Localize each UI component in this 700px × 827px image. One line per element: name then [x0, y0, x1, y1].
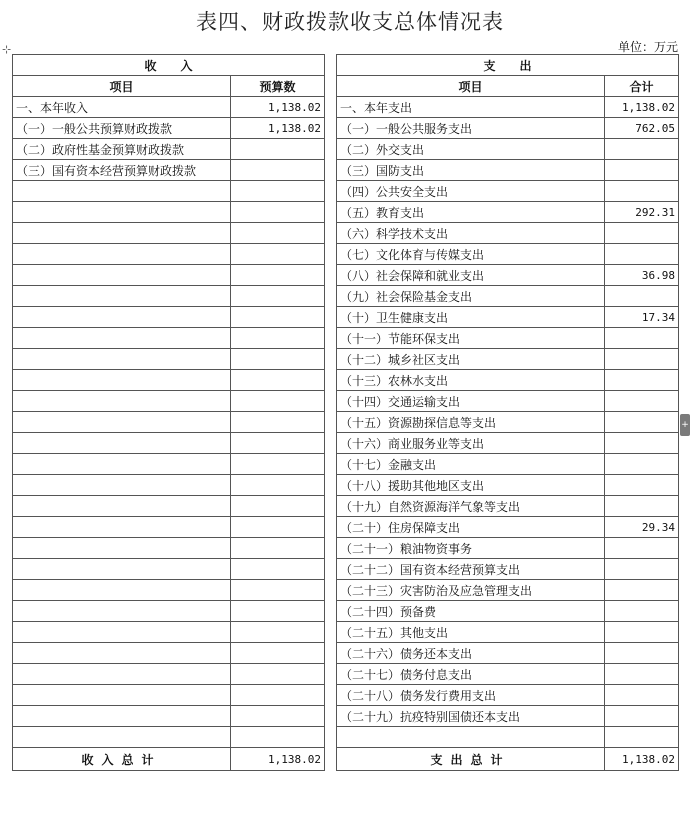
income-value-cell — [231, 538, 325, 559]
income-item-cell — [13, 328, 231, 349]
expense-value-cell — [605, 412, 679, 433]
column-gap — [325, 559, 337, 580]
expense-value-cell — [605, 727, 679, 748]
table-row — [13, 349, 679, 370]
totals-row — [13, 748, 679, 771]
income-value-cell — [231, 328, 325, 349]
column-gap — [325, 664, 337, 685]
column-gap — [325, 748, 337, 771]
income-item-header: 项目 — [13, 76, 231, 97]
table-row — [13, 433, 679, 454]
expense-item-cell: （二十二）国有资本经营预算支出 — [337, 559, 605, 580]
table-row — [13, 412, 679, 433]
table-row — [13, 97, 679, 118]
column-gap — [325, 328, 337, 349]
expense-value-cell — [605, 370, 679, 391]
expense-value-cell — [605, 223, 679, 244]
income-item-cell — [13, 265, 231, 286]
income-value-cell — [231, 580, 325, 601]
expense-value-cell — [605, 643, 679, 664]
table-row — [13, 664, 679, 685]
page-title: 表四、财政拨款收支总体情况表 — [196, 10, 504, 34]
income-item-cell — [13, 433, 231, 454]
income-value-cell — [231, 706, 325, 727]
column-gap — [325, 55, 337, 76]
income-value-cell — [231, 223, 325, 244]
column-gap — [325, 685, 337, 706]
table-row — [13, 265, 679, 286]
table-row — [13, 307, 679, 328]
expense-item-header: 项目 — [337, 76, 605, 97]
table-row — [13, 496, 679, 517]
expense-value-cell — [605, 181, 679, 202]
income-value-cell — [231, 307, 325, 328]
expense-item-cell: （七）文化体育与传媒支出 — [337, 244, 605, 265]
income-value-cell — [231, 181, 325, 202]
column-gap — [325, 517, 337, 538]
table-row — [13, 601, 679, 622]
expense-value-cell — [605, 622, 679, 643]
income-item-cell — [13, 559, 231, 580]
income-value-cell — [231, 265, 325, 286]
expense-item-cell: （二十六）债务还本支出 — [337, 643, 605, 664]
income-value-cell — [231, 349, 325, 370]
table-row — [13, 685, 679, 706]
income-value-cell — [231, 160, 325, 181]
table-row — [13, 139, 679, 160]
expense-value-cell — [605, 244, 679, 265]
expense-item-cell: （十六）商业服务业等支出 — [337, 433, 605, 454]
expense-value-cell — [605, 496, 679, 517]
table-row — [13, 475, 679, 496]
income-total-value: 1,138.02 — [231, 748, 325, 771]
expense-item-cell: 一、本年支出 — [337, 97, 605, 118]
income-item-cell — [13, 685, 231, 706]
column-gap — [325, 160, 337, 181]
side-expand-tab-icon[interactable]: + — [680, 414, 690, 436]
budget-table — [12, 54, 679, 771]
income-value-cell — [231, 601, 325, 622]
column-gap — [325, 475, 337, 496]
expense-item-cell: （十四）交通运输支出 — [337, 391, 605, 412]
expense-item-cell: （十三）农林水支出 — [337, 370, 605, 391]
income-value-cell — [231, 139, 325, 160]
column-gap — [325, 433, 337, 454]
income-item-cell — [13, 538, 231, 559]
income-value-cell: 1,138.02 — [231, 118, 325, 139]
expense-value-cell — [605, 580, 679, 601]
expense-item-cell: （二十五）其他支出 — [337, 622, 605, 643]
income-value-cell — [231, 664, 325, 685]
column-gap — [325, 265, 337, 286]
section-header-row — [13, 55, 679, 76]
income-value-cell — [231, 685, 325, 706]
income-value-cell — [231, 496, 325, 517]
income-value-cell — [231, 559, 325, 580]
column-gap — [325, 538, 337, 559]
income-item-cell: （一）一般公共预算财政拨款 — [13, 118, 231, 139]
income-value-cell — [231, 727, 325, 748]
income-item-cell — [13, 475, 231, 496]
income-item-cell — [13, 349, 231, 370]
table-row — [13, 118, 679, 139]
table-row — [13, 244, 679, 265]
table-body — [13, 55, 679, 771]
table-row — [13, 286, 679, 307]
income-value-cell — [231, 370, 325, 391]
column-gap — [325, 244, 337, 265]
income-item-cell: （二）政府性基金预算财政拨款 — [13, 139, 231, 160]
income-item-cell — [13, 412, 231, 433]
column-gap — [325, 286, 337, 307]
income-value-cell — [231, 412, 325, 433]
expense-value-cell — [605, 286, 679, 307]
expense-value-cell: 1,138.02 — [605, 97, 679, 118]
expense-item-cell: （九）社会保险基金支出 — [337, 286, 605, 307]
expense-value-cell — [605, 160, 679, 181]
income-item-cell — [13, 370, 231, 391]
column-gap — [325, 97, 337, 118]
income-item-cell — [13, 244, 231, 265]
income-item-cell — [13, 223, 231, 244]
table-row — [13, 517, 679, 538]
income-value-cell — [231, 454, 325, 475]
column-gap — [325, 706, 337, 727]
expense-value-cell — [605, 685, 679, 706]
table-row — [13, 160, 679, 181]
income-item-cell — [13, 307, 231, 328]
income-item-cell: 一、本年收入 — [13, 97, 231, 118]
table-row — [13, 370, 679, 391]
table-row — [13, 328, 679, 349]
table-row — [13, 202, 679, 223]
expense-value-cell — [605, 601, 679, 622]
expense-item-cell: （二十）住房保障支出 — [337, 517, 605, 538]
column-gap — [325, 391, 337, 412]
expense-item-cell: （二十一）粮油物资事务 — [337, 538, 605, 559]
expense-value-cell — [605, 454, 679, 475]
column-header-row — [13, 76, 679, 97]
column-gap — [325, 496, 337, 517]
expense-value-cell — [605, 559, 679, 580]
expense-value-cell: 29.34 — [605, 517, 679, 538]
unit-label: 单位：万元 — [617, 40, 678, 54]
table-row — [13, 454, 679, 475]
table-row — [13, 538, 679, 559]
income-item-cell — [13, 706, 231, 727]
expense-item-cell: （四）公共安全支出 — [337, 181, 605, 202]
column-gap — [325, 76, 337, 97]
income-item-cell — [13, 454, 231, 475]
expense-total-value: 1,138.02 — [605, 748, 679, 771]
expense-value-cell — [605, 328, 679, 349]
table-row — [13, 643, 679, 664]
expense-value-cell — [605, 433, 679, 454]
income-budget-header: 预算数 — [231, 76, 325, 97]
income-value-cell — [231, 433, 325, 454]
table-move-handle-icon[interactable]: ⊹ — [2, 43, 12, 56]
income-value-cell — [231, 244, 325, 265]
expense-value-cell — [605, 391, 679, 412]
expense-item-cell: （二十九）抗疫特别国债还本支出 — [337, 706, 605, 727]
expense-value-cell — [605, 139, 679, 160]
income-value-cell: 1,138.02 — [231, 97, 325, 118]
table-row — [13, 622, 679, 643]
column-gap — [325, 223, 337, 244]
income-item-cell — [13, 181, 231, 202]
expense-value-cell: 292.31 — [605, 202, 679, 223]
expense-item-cell: （十二）城乡社区支出 — [337, 349, 605, 370]
expense-value-cell — [605, 349, 679, 370]
expense-total-label: 支出总计 — [337, 748, 605, 771]
column-gap — [325, 349, 337, 370]
income-item-cell — [13, 202, 231, 223]
column-gap — [325, 307, 337, 328]
expense-item-cell — [337, 727, 605, 748]
column-gap — [325, 370, 337, 391]
column-gap — [325, 454, 337, 475]
expense-value-cell: 762.05 — [605, 118, 679, 139]
expense-value-cell: 36.98 — [605, 265, 679, 286]
expense-item-cell: （二十八）债务发行费用支出 — [337, 685, 605, 706]
expense-value-cell — [605, 706, 679, 727]
income-value-cell — [231, 622, 325, 643]
income-item-cell: （三）国有资本经营预算财政拨款 — [13, 160, 231, 181]
expense-value-cell — [605, 664, 679, 685]
table-row — [13, 181, 679, 202]
income-value-cell — [231, 643, 325, 664]
income-item-cell — [13, 601, 231, 622]
expense-item-cell: （三）国防支出 — [337, 160, 605, 181]
income-section-header: 收 入 — [13, 55, 325, 76]
column-gap — [325, 118, 337, 139]
table-row — [13, 559, 679, 580]
expense-value-cell — [605, 475, 679, 496]
expense-item-cell: （十一）节能环保支出 — [337, 328, 605, 349]
expense-item-cell: （十七）金融支出 — [337, 454, 605, 475]
income-value-cell — [231, 202, 325, 223]
table-row — [13, 391, 679, 412]
income-item-cell — [13, 286, 231, 307]
column-gap — [325, 622, 337, 643]
table-row — [13, 223, 679, 244]
table-row — [13, 706, 679, 727]
income-item-cell — [13, 496, 231, 517]
income-total-label: 收入总计 — [13, 748, 231, 771]
column-gap — [325, 580, 337, 601]
income-item-cell — [13, 664, 231, 685]
expense-item-cell: （二）外交支出 — [337, 139, 605, 160]
expense-section-header: 支 出 — [337, 55, 679, 76]
expense-item-cell: （五）教育支出 — [337, 202, 605, 223]
expense-item-cell: （二十三）灾害防治及应急管理支出 — [337, 580, 605, 601]
column-gap — [325, 202, 337, 223]
expense-item-cell: （一）一般公共服务支出 — [337, 118, 605, 139]
table-row — [13, 727, 679, 748]
expense-value-cell — [605, 538, 679, 559]
expense-item-cell: （十八）援助其他地区支出 — [337, 475, 605, 496]
table-row — [13, 580, 679, 601]
income-item-cell — [13, 517, 231, 538]
column-gap — [325, 139, 337, 160]
income-value-cell — [231, 517, 325, 538]
column-gap — [325, 412, 337, 433]
column-gap — [325, 181, 337, 202]
expense-item-cell: （六）科学技术支出 — [337, 223, 605, 244]
income-item-cell — [13, 622, 231, 643]
column-gap — [325, 601, 337, 622]
income-item-cell — [13, 643, 231, 664]
column-gap — [325, 643, 337, 664]
expense-item-cell: （十五）资源勘探信息等支出 — [337, 412, 605, 433]
income-value-cell — [231, 475, 325, 496]
expense-item-cell: （二十七）债务付息支出 — [337, 664, 605, 685]
income-value-cell — [231, 391, 325, 412]
income-value-cell — [231, 286, 325, 307]
income-item-cell — [13, 727, 231, 748]
column-gap — [325, 727, 337, 748]
income-item-cell — [13, 580, 231, 601]
expense-item-cell: （十九）自然资源海洋气象等支出 — [337, 496, 605, 517]
expense-item-cell: （二十四）预备费 — [337, 601, 605, 622]
expense-total-header: 合计 — [605, 76, 679, 97]
income-item-cell — [13, 391, 231, 412]
expense-item-cell: （八）社会保障和就业支出 — [337, 265, 605, 286]
expense-item-cell: （十）卫生健康支出 — [337, 307, 605, 328]
expense-value-cell: 17.34 — [605, 307, 679, 328]
